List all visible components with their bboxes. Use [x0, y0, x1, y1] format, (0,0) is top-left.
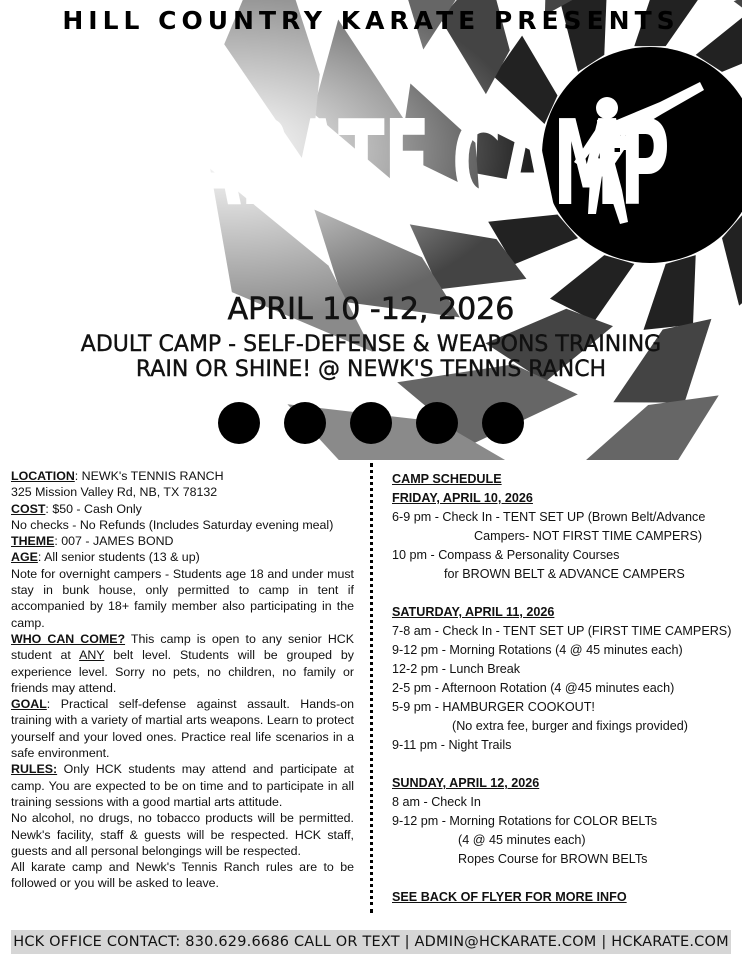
cost-line: COST: $50 - Cash Only	[11, 501, 142, 516]
schedule-title: CAMP SCHEDULE	[392, 472, 502, 486]
address-line: 325 Mission Valley Rd, NB, TX 78132	[11, 485, 218, 500]
location-value: NEWK's TENNIS RANCH	[81, 469, 224, 483]
hero-banner	[0, 0, 742, 460]
friday-line-4: for BROWN BELT & ADVANCE CAMPERS	[444, 567, 685, 581]
back-of-flyer-note: SEE BACK OF FLYER FOR MORE INFO	[392, 890, 627, 904]
camp-subtitle-1: ADULT CAMP - SELF-DEFENSE & WEAPONS TRAINING	[80, 332, 662, 357]
rules-paragraph-2: No alcohol, no drugs, no tobacco products will be permitted. Newk's facility, staff & guests will be respected. HCK staff, guests and all personal belongings will be respected.	[11, 811, 354, 858]
goal-text: Practical self-defense against assault. Hands-on training with a variety of martial arts weapons. Learn to protect yourself and your loved ones. Practice real life scenarios in a safe environment.	[11, 697, 354, 761]
theme-label: THEME	[11, 534, 55, 549]
cost-value: $50 - Cash Only	[52, 501, 142, 516]
saturday-heading: SATURDAY, APRIL 11, 2026	[392, 605, 555, 619]
sunday-line-4: Ropes Course for BROWN BELTs	[458, 852, 648, 866]
friday-line-1: 6-9 pm - Check In - TENT SET UP (Brown Belt/Advance	[392, 510, 706, 524]
sunday-heading: SUNDAY, APRIL 12, 2026	[392, 776, 540, 790]
saturday-line-2: 9-12 pm - Morning Rotations (4 @ 45 minutes each)	[392, 643, 683, 657]
theme-line: THEME: 007 - JAMES BOND	[11, 534, 174, 549]
saturday-line-3: 12-2 pm - Lunch Break	[392, 662, 521, 676]
rules-paragraph	[11, 761, 354, 810]
who-text-1: This camp is open to any senior HCK student at	[11, 631, 354, 663]
location-line: LOCATION: NEWK's TENNIS RANCH	[11, 469, 224, 483]
goal-label: GOAL	[11, 697, 47, 712]
decor-dot	[218, 402, 260, 444]
age-line: AGE: All senior students (13 & up)	[11, 550, 200, 565]
rules-label: RULES:	[11, 762, 58, 777]
who-any: ANY	[79, 648, 105, 663]
presents-heading: HILL COUNTRY KARATE PRESENTS	[62, 6, 680, 35]
who-paragraph	[11, 631, 354, 696]
saturday-line-4: 2-5 pm - Afternoon Rotation (4 @45 minutes each)	[392, 681, 675, 695]
cost-label: COST	[11, 501, 46, 516]
decor-dot	[284, 402, 326, 444]
location-label: LOCATION	[11, 469, 75, 483]
refund-note: No checks - No Refunds (Includes Saturday evening meal)	[11, 517, 334, 532]
sunday-line-3: (4 @ 45 minutes each)	[458, 833, 586, 847]
who-label: WHO CAN COME?	[11, 631, 126, 646]
camp-title	[14, 88, 669, 238]
sunday-line-1: 8 am - Check In	[392, 795, 481, 809]
saturday-line-7: 9-11 pm - Night Trails	[392, 738, 512, 752]
camp-subtitle-2: RAIN OR SHINE! @ NEWK'S TENNIS RANCH	[135, 357, 607, 382]
saturday-line-6: (No extra fee, burger and fixings provided)	[452, 719, 688, 733]
rules-text: Only HCK students may attend and participate at camp. You are expected to be on time and to participate in all training sessions with a good martial arts attitude.	[11, 762, 354, 809]
contact-footer: HCK OFFICE CONTACT: 830.629.6686 CALL OR TEXT | ADMIN@HCKARATE.COM | HCKARATE.COM	[11, 930, 731, 954]
rules-paragraph-3: All karate camp and Newk's Tennis Ranch rules are to be followed or you will be asked to leave.	[11, 860, 354, 891]
decor-dot	[482, 402, 524, 444]
camp-title-text: SR KARATE CAMP	[14, 94, 669, 232]
column-divider	[370, 463, 373, 913]
dot-row	[0, 402, 742, 444]
friday-line-3: 10 pm - Compass & Personality Courses	[392, 548, 620, 562]
saturday-line-1: 7-8 am - Check In - TENT SET UP (FIRST TIME CAMPERS)	[392, 624, 732, 638]
age-value: All senior students (13 & up)	[44, 550, 200, 565]
goal-paragraph: GOAL: Practical self-defense against assault. Hands-on training with a variety of martial arts weapons. Learn to protect yourself and your loved ones. Practice real life scenarios in a safe environment.	[11, 697, 354, 761]
info-column	[11, 468, 354, 892]
theme-value: 007 - JAMES BOND	[61, 534, 174, 549]
sunday-line-2: 9-12 pm - Morning Rotations for COLOR BELTs	[392, 814, 658, 828]
friday-line-2: Campers- NOT FIRST TIME CAMPERS)	[474, 529, 703, 543]
who-text-2: belt level. Students will be grouped by experience level. Sorry no pets, no children, no family or friends may attend.	[11, 648, 354, 695]
age-label: AGE	[11, 550, 38, 565]
schedule-column	[392, 470, 737, 907]
overnight-note: Note for overnight campers - Students age 18 and under must stay in bunk house, only permitted to camp in tent if accompanied by 18+ family member also participating in the camp.	[11, 566, 354, 630]
decor-dot	[416, 402, 458, 444]
camp-dates: APRIL 10 -12, 2026	[227, 292, 515, 327]
saturday-line-5: 5-9 pm - HAMBURGER COOKOUT!	[392, 700, 595, 714]
friday-heading: FRIDAY, APRIL 10, 2026	[392, 491, 533, 505]
decor-dot	[350, 402, 392, 444]
